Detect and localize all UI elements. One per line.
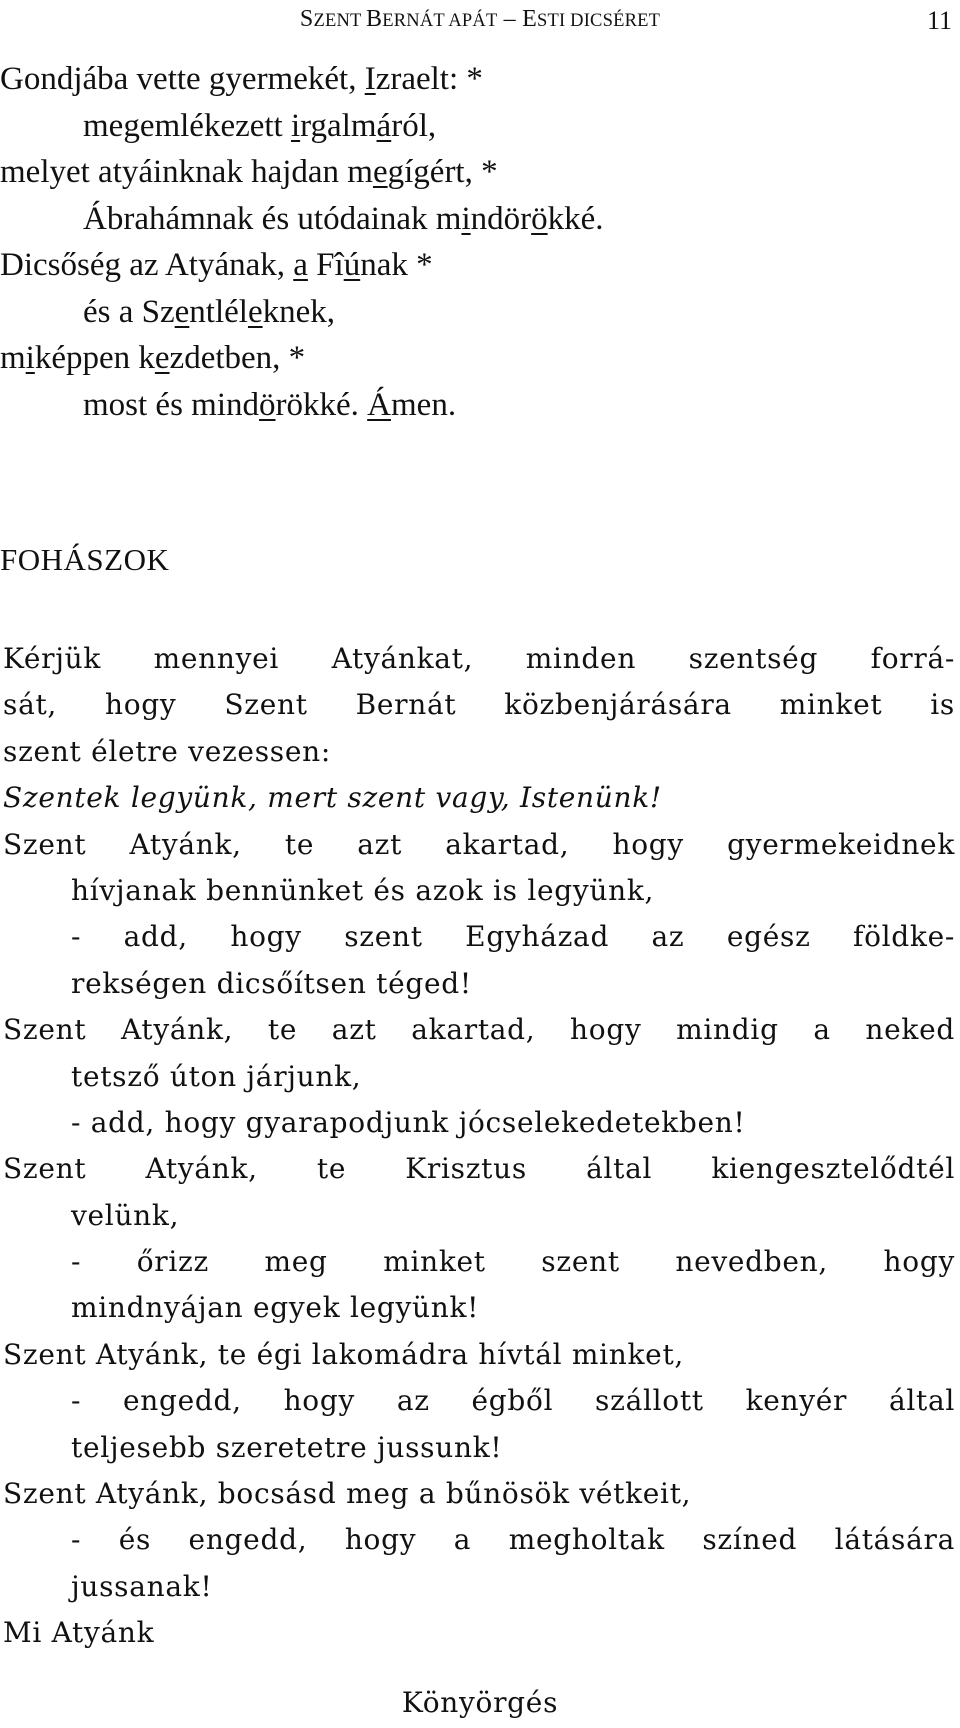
accent-syllable: e bbox=[154, 340, 170, 376]
intro-line: szent életre vezessen: bbox=[3, 734, 331, 768]
accent-syllable: e bbox=[372, 154, 388, 190]
page-header bbox=[0, 6, 960, 42]
petition-line: Szent Atyánk, te azt akartad, hogy gyermekeidnek bbox=[3, 827, 955, 861]
title-smallcaps: ERNÁT APÁT bbox=[382, 11, 498, 31]
petition-line: jussanak! bbox=[71, 1569, 213, 1603]
psalm-line: melyet atyáinknak hajdan megígért, * bbox=[0, 154, 498, 190]
our-father-heading: Mi Atyánk bbox=[3, 1616, 155, 1649]
accent-syllable: i bbox=[290, 107, 301, 144]
accent-syllable: e bbox=[174, 293, 190, 330]
title-separator: – bbox=[497, 6, 523, 32]
title-smallcaps: STI DICSÉRET bbox=[536, 11, 661, 31]
intercessions bbox=[3, 636, 955, 1610]
psalm-line: most és mindörökké. Ámen. bbox=[83, 386, 457, 423]
accent-syllable: i bbox=[461, 200, 471, 237]
petition-line: Szent Atyánk, te égi lakomádra hívtál minket, bbox=[3, 1337, 685, 1371]
intro-line: sát, hogy Szent Bernát közbenjárására minket is bbox=[3, 688, 955, 722]
petition-line: hívjanak bennünket és azok is legyünk, bbox=[71, 873, 655, 907]
petition-line: - őrizz meg minket szent nevedben, hogy bbox=[71, 1245, 955, 1279]
accent-syllable: ö bbox=[259, 386, 276, 423]
psalm-line: Dicsőség az Atyának, a Fîúnak * bbox=[0, 247, 433, 283]
title-initial: B bbox=[366, 6, 383, 32]
petition-line: - add, hogy szent Egyházad az egész földke- bbox=[71, 920, 955, 954]
response-line: Szentek legyünk, mert szent vagy, Istenünk! bbox=[3, 781, 662, 815]
title-smallcaps: ZENT bbox=[313, 11, 366, 31]
psalm-line: megemlékezett irgalmáról, bbox=[83, 107, 437, 144]
accent-syllable: ú bbox=[343, 247, 361, 283]
psalm-line: Ábrahámnak és utódainak mindörökké. bbox=[83, 200, 604, 237]
petition-line: velünk, bbox=[71, 1198, 180, 1232]
petition-line: mindnyájan egyek legyünk! bbox=[71, 1291, 480, 1325]
psalm-text bbox=[0, 56, 604, 428]
accent-syllable: ö bbox=[531, 200, 548, 237]
psalm-line: és a Szentléleknek, bbox=[83, 293, 336, 330]
intro-line: Kérjük mennyei Atyánkat, minden szentség forrá- bbox=[3, 642, 955, 675]
accent-syllable: á bbox=[376, 107, 392, 144]
title-initial: S bbox=[299, 6, 314, 32]
petition-line: Szent Atyánk, te azt akartad, hogy mindig a neked bbox=[3, 1013, 955, 1047]
accent-syllable: Á bbox=[367, 386, 391, 423]
petition-line: - engedd, hogy az égből szállott kenyér által bbox=[71, 1384, 955, 1418]
psalm-line: Gondjába vette gyermekét, Izraelt: * bbox=[0, 61, 483, 97]
accent-syllable: a bbox=[293, 247, 308, 283]
psalm-line: miképpen kezdetben, * bbox=[0, 340, 306, 376]
petition-line: Szent Atyánk, te Krisztus által kiengesztelődtél bbox=[3, 1152, 955, 1186]
closing-prayer-heading: Könyörgés bbox=[401, 1686, 559, 1719]
page-number: 11 bbox=[926, 6, 952, 35]
petition-line: - add, hogy gyarapodjunk jócselekedetekben! bbox=[71, 1105, 746, 1139]
section-title: FOHÁSZOK bbox=[0, 542, 170, 577]
petition-line: Szent Atyánk, bocsásd meg a bűnösök vétkeit, bbox=[3, 1477, 692, 1511]
petition-line: rekségen dicsőítsen téged! bbox=[71, 966, 472, 1000]
petition-line: teljesebb szeretetre jussunk! bbox=[71, 1430, 503, 1464]
title-initial: E bbox=[522, 6, 537, 32]
petition-line: tetsző úton járjunk, bbox=[71, 1059, 362, 1093]
accent-syllable: i bbox=[25, 340, 35, 376]
petition-line: - és engedd, hogy a megholtak színed látására bbox=[71, 1523, 955, 1557]
accent-syllable: e bbox=[247, 293, 263, 330]
running-title bbox=[0, 6, 960, 33]
accent-syllable: I bbox=[364, 61, 376, 97]
